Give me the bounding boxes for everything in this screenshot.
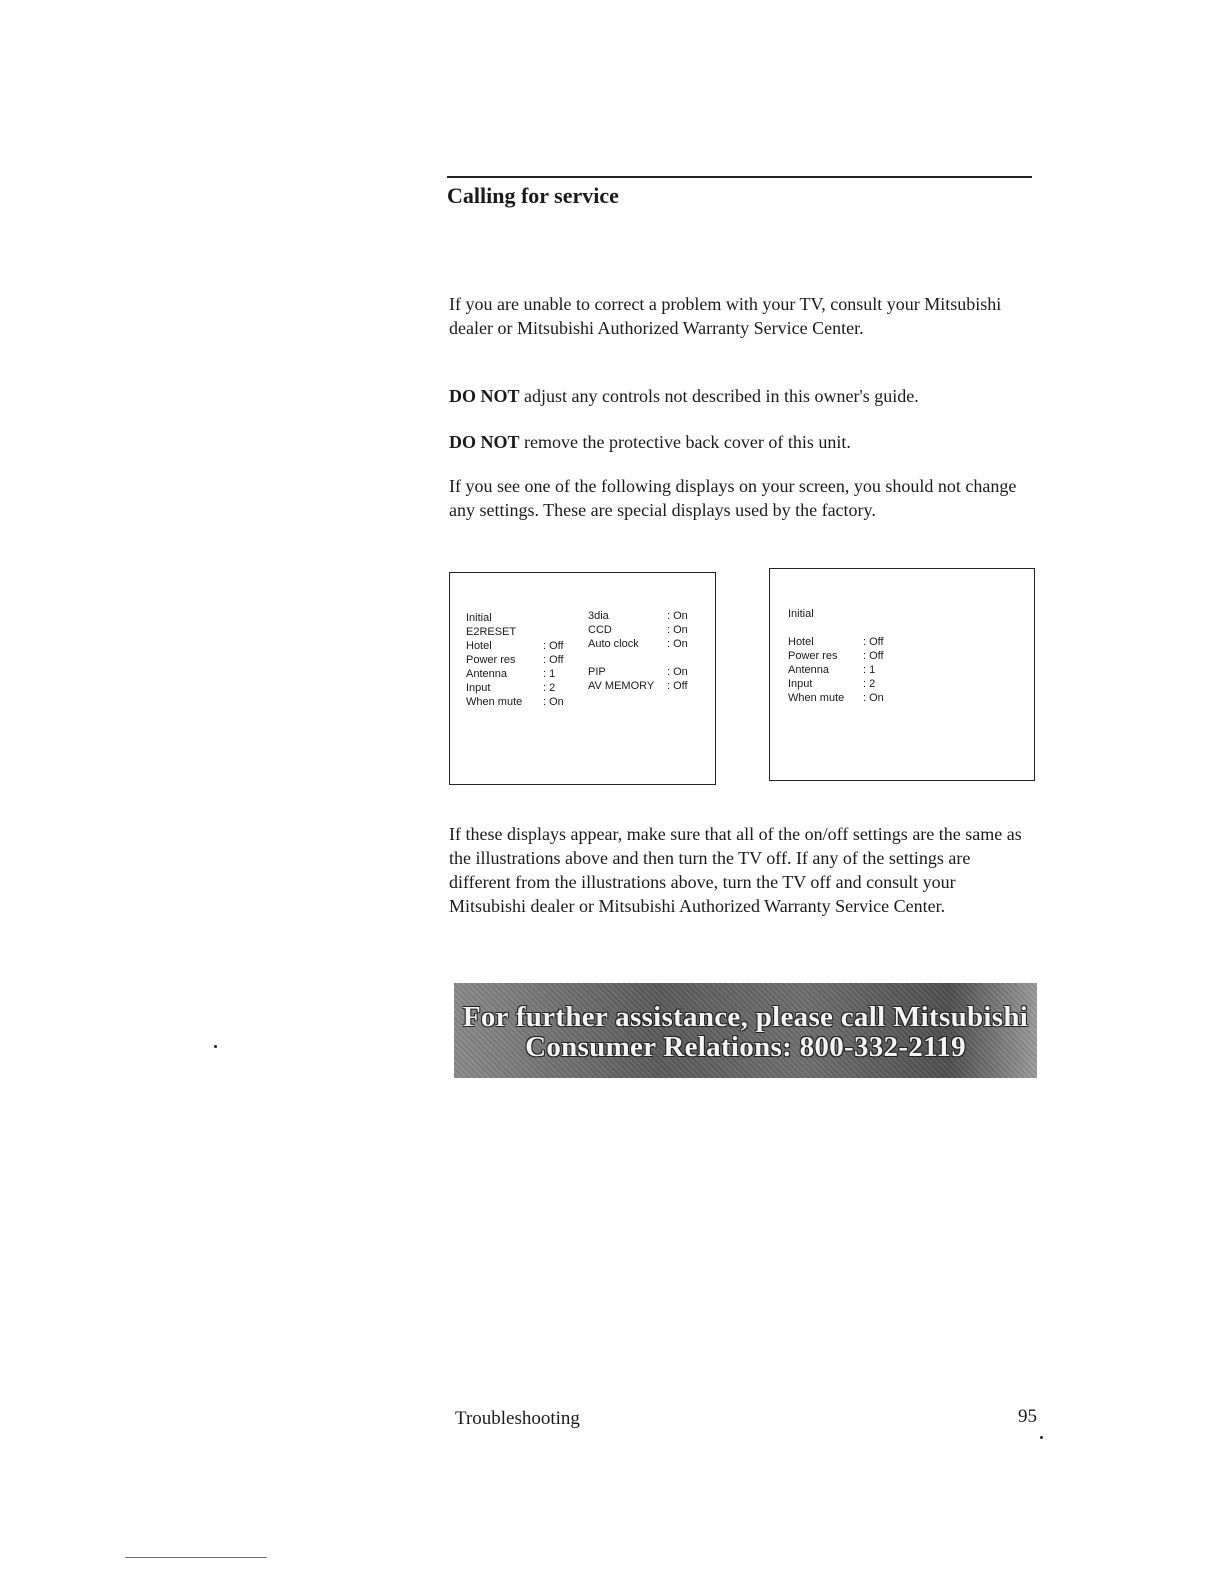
display2-heading: Initial [788,608,814,620]
warning-text: remove the protective back cover of this unit. [519,432,851,452]
menu-label: Antenna [788,664,829,676]
menu-value: : On [667,638,688,650]
banner-line-2: Consumer Relations: 800-332-2119 [525,1031,966,1063]
menu-label: Power res [788,650,838,662]
menu-value: : 1 [863,664,876,676]
menu-value: : Off [667,680,688,692]
title-rule [447,176,1032,178]
menu-value: : Off [863,636,884,648]
factory-display-paragraph: If you see one of the following displays on your screen, you should not change any settings. These are special displays used by the factory. [449,476,1017,520]
menu-label: When mute [788,692,845,704]
scan-dot [1040,1436,1043,1439]
menu-label: Hotel [466,640,492,652]
display1-right-values [667,609,688,693]
menu-label: Initial [466,612,492,624]
menu-value: : On [667,624,688,636]
banner-line-1: For further assistance, please call Mitsubishi [462,1001,1029,1033]
menu-value: : 2 [543,682,556,694]
display2-values [863,635,884,705]
menu-value: : Off [543,654,564,666]
menu-label: PIP [588,666,606,678]
menu-label: Antenna [466,668,507,680]
menu-label: 3dia [588,610,609,622]
menu-value: : On [543,696,564,708]
intro-paragraph: If you are unable to correct a problem with your TV, consult your Mitsubishi dealer or Mitsubishi Authorized Warranty Service Center. [449,294,1002,338]
display1-left-labels [466,611,522,709]
warning-emphasis: DO NOT [449,432,520,452]
footer-link-underline [125,1557,267,1558]
menu-value [543,625,564,639]
menu-label: CCD [588,624,612,636]
scan-dot [214,1045,217,1048]
page-number: 95 [1018,1406,1037,1427]
menu-value [543,611,564,625]
menu-value: : Off [543,640,564,652]
menu-label: Input [788,678,813,690]
settings-check-paragraph: If these displays appear, make sure that all of the on/off settings are the same as the illustrations above and then turn the TV off. If any of the settings are different from the illustrations above, turn the TV off and consult your Mitsubishi dealer or Mitsubishi Authorized Warranty Service Center. [449,824,1022,916]
display2-labels [788,635,844,705]
menu-value: : 2 [863,678,876,690]
warning-text: adjust any controls not described in this owner's guide. [519,386,919,406]
factory-display-2 [769,568,1035,781]
factory-display-1 [449,572,716,785]
footer-section-name: Troubleshooting [455,1408,580,1429]
warning-emphasis: DO NOT [449,386,520,406]
assistance-banner [454,983,1037,1078]
menu-value: : 1 [543,668,556,680]
display1-right-labels [588,609,654,693]
display1-left-values [543,611,564,709]
warning-controls [449,384,1024,408]
menu-label: Auto clock [588,638,639,650]
menu-label: E2RESET [466,626,517,638]
menu-label: AV MEMORY [588,680,655,692]
menu-label: Power res [466,654,516,666]
menu-label: Hotel [788,636,814,648]
menu-value: : On [667,666,688,678]
menu-value: : Off [863,650,884,662]
warning-back-cover [449,430,1024,454]
menu-label: Input [466,682,491,694]
menu-label: When mute [466,696,523,708]
page-title: Calling for service [447,183,619,208]
menu-value: : On [667,610,688,622]
menu-value: : On [863,692,884,704]
